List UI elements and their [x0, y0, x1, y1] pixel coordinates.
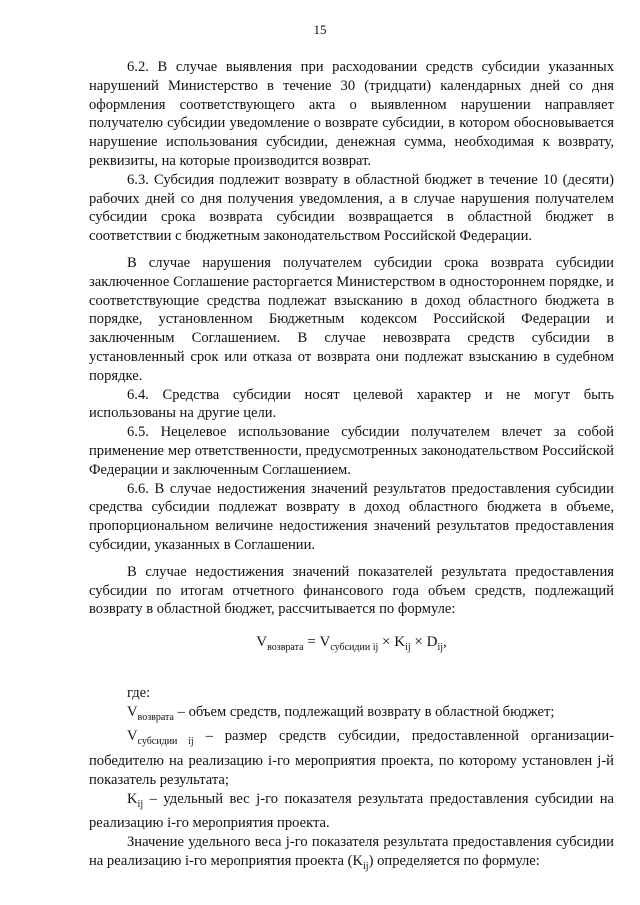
- where-label: [89, 684, 614, 703]
- last-text-b: ) определяется по формуле:: [368, 853, 540, 869]
- formula-eq: =: [303, 634, 320, 651]
- formula-k-sub: ij: [405, 642, 411, 654]
- paragraph-6-3-continued: В случае нарушения получателем субсидии срока возврата субсидии заключенное Соглашение расторгается Министерством в одностороннем порядке, и соответствующие средства подлежат взысканию в доход областного бюджета в порядке, установленном Бюджетным кодексом Российской Федерации и заключенным Соглашением. В случае невозврата средств субсидии в установленный срок или отказа от возврата они подлежат взысканию в судебном порядке.: [89, 254, 614, 384]
- def2-text: – размер средств субсидии, предоставленной организации-победителю на реализацию i-го мероприятия проекта, по которому установлен j-й показатель результата;: [89, 728, 615, 788]
- last-text-a: Значение удельного веса j-го показателя результата предоставления субсидии на реализацию i-го мероприятия проекта (K: [89, 834, 614, 869]
- paragraph-6-6-continued: В случае недостижения значений показателей результата предоставления субсидии по итогам отчетного финансового года объем средств, подлежащий возврату в областной бюджет, рассчитывается по формуле:: [89, 563, 614, 618]
- formula-v2-sub: субсидии ij: [330, 642, 379, 654]
- document-body: [89, 58, 614, 877]
- formula-d-sub: ij: [437, 642, 443, 654]
- formula-v: V: [256, 634, 268, 651]
- definition-k: [89, 790, 614, 834]
- formula-v-sub: возврата: [267, 642, 304, 654]
- paragraph-6-3: 6.3. Субсидия подлежит возврату в областной бюджет в течение 10 (десяти) рабочих дней со дня получения уведомления, а в случае нарушения получателем субсидии срока возврата субсидии возвращается в областной бюджет в соответствии с бюджетным законодательством Российской Федерации.: [89, 171, 614, 245]
- where-label-text: где:: [127, 684, 151, 701]
- formula-k: K: [394, 634, 406, 651]
- definition-v-return: [89, 703, 614, 728]
- formula-d: D: [426, 634, 438, 651]
- def2-symbol: V: [127, 728, 138, 745]
- formula-v2: V: [319, 634, 331, 651]
- paragraph-weight-formula: [89, 833, 614, 877]
- def3-text: – удельный вес j-го показателя результата предоставления субсидии на реализацию i-го мероприятия проекта.: [89, 790, 614, 832]
- paragraph-6-6: 6.6. В случае недостижения значений результатов предоставления субсидии средства субсидии подлежат возврату в доход областного бюджета в объеме, пропорциональном величине недостижения значений результатов предоставления субсидии, указанных в Соглашении.: [89, 480, 614, 553]
- def3-symbol: K: [127, 790, 138, 807]
- def1-symbol: V: [127, 703, 138, 720]
- page-number: 15: [313, 22, 327, 37]
- formula: [89, 633, 614, 658]
- formula-times-2: ×: [410, 634, 427, 651]
- def1-text: – объем средств, подлежащий возврату в областной бюджет;: [173, 703, 555, 720]
- paragraph-6-5: 6.5. Нецелевое использование субсидии получателем влечет за собой применение мер ответственности, предусмотренных законодательством Российской Федерации и заключенным Соглашением.: [89, 424, 614, 478]
- def2-sub: субсидии ij: [137, 736, 194, 748]
- def3-sub: ij: [137, 798, 144, 810]
- last-sub: ij: [363, 860, 369, 872]
- definition-v-subsidy: [89, 727, 614, 789]
- paragraph-6-4: 6.4. Средства субсидии носят целевой характер и не могут быть использованы на другие цели.: [89, 386, 614, 422]
- def1-sub: возврата: [137, 711, 174, 723]
- formula-times-1: ×: [378, 634, 395, 651]
- paragraph-6-2: 6.2. В случае выявления при расходовании средств субсидии указанных нарушений Министерство в течение 30 (тридцати) календарных дней со дня оформления соответствующего акта о выявленном нарушении направляет получателю субсидии уведомление о возврате субсидии, в котором обосновывается нарушение использования субсидии, денежная сумма, необходимая к возврату, реквизиты, на которые производится возврат.: [89, 59, 614, 169]
- formula-tail: ,: [443, 634, 447, 651]
